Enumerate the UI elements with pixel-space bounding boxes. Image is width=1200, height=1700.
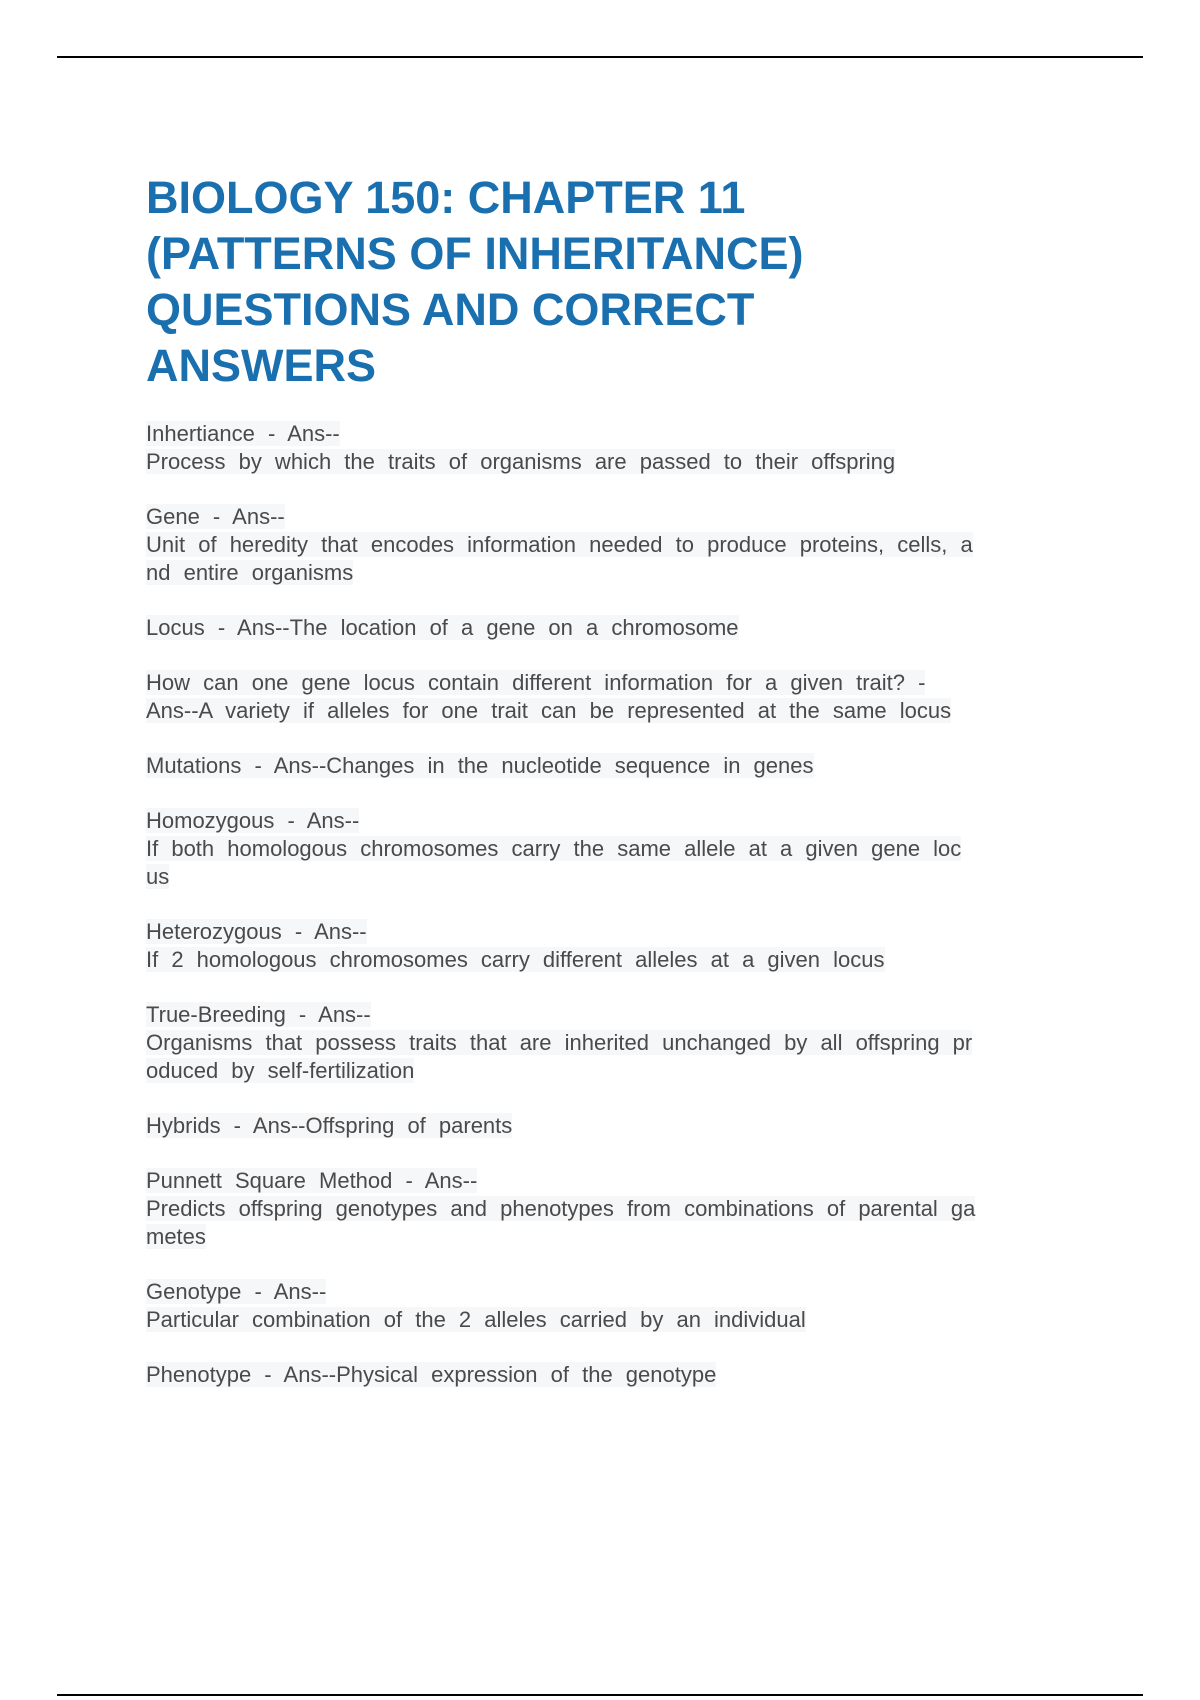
qa-entry-line	[146, 1223, 1086, 1251]
qa-entry-text: How can one gene locus contain different information for a given trait? -	[146, 670, 926, 695]
qa-entry-line	[146, 669, 1086, 697]
qa-entry-text: nd entire organisms	[146, 560, 354, 585]
qa-entry-text: Heterozygous - Ans--	[146, 919, 367, 944]
qa-entry-text: Unit of heredity that encodes information needed to produce proteins, cells, a	[146, 532, 973, 557]
qa-entry-text: Genotype - Ans--	[146, 1279, 327, 1304]
qa-entry-text: Gene - Ans--	[146, 504, 285, 529]
qa-entry-line	[146, 420, 1086, 448]
qa-entry-text: If 2 homologous chromosomes carry different alleles at a given locus	[146, 947, 885, 972]
qa-entry-line	[146, 807, 1086, 835]
qa-entry-line	[146, 1001, 1086, 1029]
qa-entry	[146, 1001, 1086, 1085]
qa-entry-line	[146, 448, 1086, 476]
qa-entry-line	[146, 1029, 1086, 1057]
qa-entry-text: Mutations - Ans--Changes in the nucleotide sequence in genes	[146, 753, 814, 778]
qa-entry-text: metes	[146, 1224, 206, 1249]
qa-entry	[146, 807, 1086, 891]
qa-entry	[146, 420, 1086, 476]
qa-entry-line	[146, 1361, 1086, 1389]
qa-entry-line	[146, 863, 1086, 891]
qa-entry-line	[146, 531, 1086, 559]
qa-entry-line	[146, 1057, 1086, 1085]
qa-entry-line	[146, 697, 1086, 725]
qa-entry-text: Hybrids - Ans--Offspring of parents	[146, 1113, 513, 1138]
qa-entry-text: Punnett Square Method - Ans--	[146, 1168, 478, 1193]
qa-entry	[146, 752, 1086, 780]
qa-entry	[146, 669, 1086, 725]
qa-list	[146, 420, 1086, 1389]
qa-entry-text: True-Breeding - Ans--	[146, 1002, 371, 1027]
qa-entry-text: Particular combination of the 2 alleles carried by an individual	[146, 1307, 806, 1332]
qa-entry-text: Inhertiance - Ans--	[146, 421, 340, 446]
qa-entry-text: Phenotype - Ans--Physical expression of the genotype	[146, 1362, 717, 1387]
qa-entry-line	[146, 946, 1086, 974]
qa-entry	[146, 1112, 1086, 1140]
qa-entry-text: Locus - Ans--The location of a gene on a chromosome	[146, 615, 739, 640]
qa-entry	[146, 1278, 1086, 1334]
qa-entry-text: Process by which the traits of organisms are passed to their offspring	[146, 449, 896, 474]
qa-entry-line	[146, 918, 1086, 946]
document-body	[146, 170, 1086, 1416]
top-rule	[57, 56, 1143, 58]
qa-entry-line	[146, 1167, 1086, 1195]
qa-entry-line	[146, 752, 1086, 780]
qa-entry	[146, 1361, 1086, 1389]
qa-entry-line	[146, 614, 1086, 642]
qa-entry-text: oduced by self-fertilization	[146, 1058, 415, 1083]
qa-entry-line	[146, 1112, 1086, 1140]
document-title: BIOLOGY 150: CHAPTER 11 (PATTERNS OF INHERITANCE) QUESTIONS AND CORRECT ANSWERS	[146, 172, 804, 391]
qa-entry-line	[146, 1306, 1086, 1334]
qa-entry-line	[146, 1278, 1086, 1306]
qa-entry	[146, 1167, 1086, 1251]
bottom-rule	[57, 1694, 1143, 1696]
qa-entry	[146, 918, 1086, 974]
qa-entry-line	[146, 835, 1086, 863]
qa-entry-text: Organisms that possess traits that are inherited unchanged by all offspring pr	[146, 1030, 973, 1055]
qa-entry-text: Homozygous - Ans--	[146, 808, 360, 833]
qa-entry-text: Ans--A variety if alleles for one trait can be represented at the same locus	[146, 698, 952, 723]
qa-entry-line	[146, 559, 1086, 587]
qa-entry-text: If both homologous chromosomes carry the same allele at a given gene loc	[146, 836, 962, 861]
qa-entry	[146, 503, 1086, 587]
qa-entry-line	[146, 1195, 1086, 1223]
qa-entry-text: us	[146, 864, 170, 889]
qa-entry-text: Predicts offspring genotypes and phenotypes from combinations of parental ga	[146, 1196, 976, 1221]
qa-entry	[146, 614, 1086, 642]
qa-entry-line	[146, 503, 1086, 531]
